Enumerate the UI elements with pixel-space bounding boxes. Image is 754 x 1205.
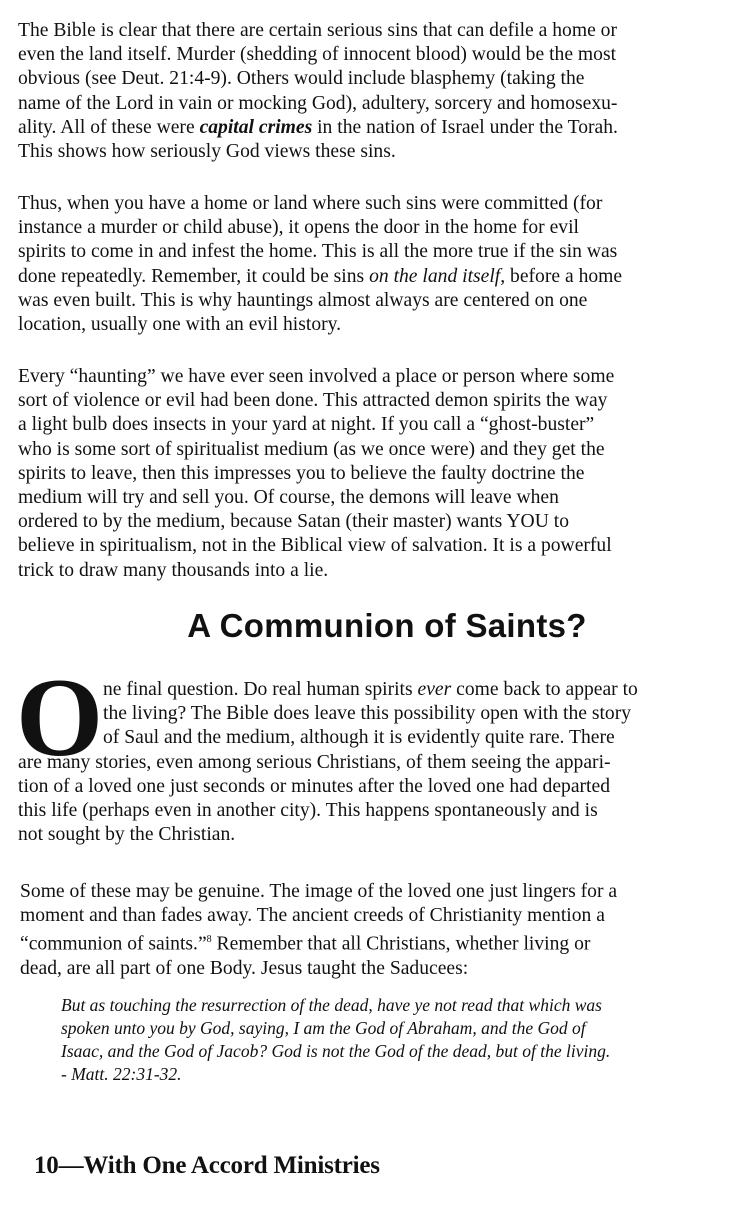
text-segment: Thus, when you have a home or land where such sins were committed (for	[18, 193, 603, 214]
text-segment: location, usually one with an evil history.	[18, 314, 342, 336]
text-line	[20, 904, 750, 928]
drop-cap: O	[16, 656, 104, 780]
text-segment: before a home	[505, 265, 623, 287]
text-segment: medium will try and sell you. Of course, the demons will leave when	[18, 487, 559, 509]
text-segment: moment and than fades away. The ancient creeds of Christianity mention a	[20, 905, 605, 927]
text-line	[18, 486, 748, 510]
text-segment: Some of these may be genuine. The image of the loved one just lingers for a	[20, 881, 618, 902]
text-line	[18, 702, 748, 726]
text-segment: are many stories, even among serious Christians, of them seeing the appari-	[18, 751, 611, 773]
text-line	[61, 1040, 741, 1063]
text-line	[18, 289, 748, 313]
text-segment: trick to draw many thousands into a lie.	[18, 559, 329, 581]
text-line	[18, 140, 748, 164]
text-line	[18, 799, 748, 823]
text-segment: the living? The Bible does leave this possibility open with the story	[103, 703, 632, 725]
text-line	[20, 957, 750, 981]
text-segment: in the nation of Israel under the Torah.	[312, 116, 618, 138]
text-segment: The Bible is clear that there are certain serious sins that can defile a home or	[18, 20, 617, 41]
text-line	[18, 823, 748, 847]
text-line	[18, 240, 748, 264]
text-line	[18, 92, 748, 116]
text-line	[18, 678, 748, 702]
text-segment: instance a murder or child abuse), it opens the door in the home for evil	[18, 217, 579, 239]
text-segment: sort of violence or evil had been done. This attracted demon spirits the way	[18, 390, 608, 412]
text-line	[18, 216, 748, 240]
text-segment: was even built. This is why hauntings almost always are centered on one	[18, 289, 588, 311]
text-line	[18, 413, 748, 437]
text-line	[61, 1017, 741, 1040]
text-segment: even the land itself. Murder (shedding of innocent blood) would be the most	[18, 44, 617, 66]
text-segment: Remember that all Christians, whether living or	[211, 933, 591, 955]
text-segment: This shows how seriously God views these sins.	[18, 141, 396, 163]
text-line	[18, 19, 748, 43]
text-segment: - Matt. 22:31-32.	[61, 1064, 182, 1084]
text-line	[20, 880, 750, 904]
text-line	[18, 462, 748, 486]
text-segment: spirits to leave, then this impresses you to believe the faulty doctrine the	[18, 462, 585, 484]
text-segment: not sought by the Christian.	[18, 824, 236, 846]
text-line	[18, 192, 748, 216]
text-segment: ne final question. Do real human spirits	[103, 679, 418, 700]
scripture-quote	[61, 994, 741, 1086]
paragraph-hauntings	[18, 365, 748, 583]
text-line	[18, 775, 748, 799]
text-segment: who is some sort of spiritualist medium (as we once were) and they get the	[18, 438, 605, 460]
text-segment: spoken unto you by God, saying, I am the God of Abraham, and the God of	[61, 1018, 586, 1038]
emphasized-text: on the land itself,	[369, 265, 506, 287]
text-segment: “communion of saints.”	[20, 933, 207, 955]
text-segment: this life (perhaps even in another city). This happens spontaneously and is	[18, 800, 598, 822]
text-segment: But as touching the resurrection of the dead, have ye not read that which was	[61, 995, 602, 1015]
emphasized-text: ever	[417, 679, 452, 700]
text-segment: believe in spiritualism, not in the Biblical view of salvation. It is a powerful	[18, 535, 612, 557]
text-segment: of Saul and the medium, although it is evidently quite rare. There	[103, 727, 615, 749]
text-line	[18, 510, 748, 534]
paragraph-communion-of-saints	[20, 880, 750, 981]
text-line	[18, 365, 748, 389]
paragraph-defiling-sins	[18, 19, 748, 164]
text-line	[18, 43, 748, 67]
text-line	[18, 67, 748, 91]
text-line	[18, 751, 748, 775]
text-segment: tion of a loved one just seconds or minutes after the loved one had departed	[18, 775, 610, 797]
paragraph-evil-spirits	[18, 192, 748, 337]
text-line	[18, 534, 748, 558]
text-line	[18, 313, 748, 337]
text-segment: dead, are all part of one Body. Jesus taught the Saducees:	[20, 958, 469, 980]
section-heading: A Communion of Saints?	[187, 607, 587, 644]
text-line	[18, 559, 748, 583]
emphasized-text: capital crimes	[199, 116, 313, 138]
text-segment: ordered to by the medium, because Satan (their master) wants YOU to	[18, 511, 569, 533]
footnote-marker: 8	[206, 934, 212, 946]
text-line	[18, 265, 748, 289]
text-line	[20, 928, 750, 957]
text-segment: spirits to come in and infest the home. This is all the more true if the sin was	[18, 241, 618, 263]
text-segment: Every “haunting” we have ever seen involved a place or person where some	[18, 366, 615, 387]
text-segment: Isaac, and the God of Jacob? God is not the God of the dead, but of the living.	[61, 1041, 611, 1061]
text-line	[18, 726, 748, 750]
text-segment: a light bulb does insects in your yard at night. If you call a “ghost-buster”	[18, 414, 595, 436]
text-segment: obvious (see Deut. 21:4-9). Others would include blasphemy (taking the	[18, 68, 585, 90]
text-line	[18, 438, 748, 462]
text-line	[18, 116, 748, 140]
text-line	[18, 389, 748, 413]
text-segment: done repeatedly. Remember, it could be sins	[18, 265, 370, 287]
paragraph-final-question	[18, 678, 748, 847]
page-footer: 10—With One Accord Ministries	[34, 1152, 380, 1179]
text-segment: come back to appear to	[451, 679, 638, 700]
text-segment: ality. All of these were	[18, 116, 200, 138]
text-line	[61, 994, 741, 1017]
text-segment: name of the Lord in vain or mocking God), adultery, sorcery and homosexu-	[18, 92, 618, 114]
text-line	[61, 1063, 741, 1086]
